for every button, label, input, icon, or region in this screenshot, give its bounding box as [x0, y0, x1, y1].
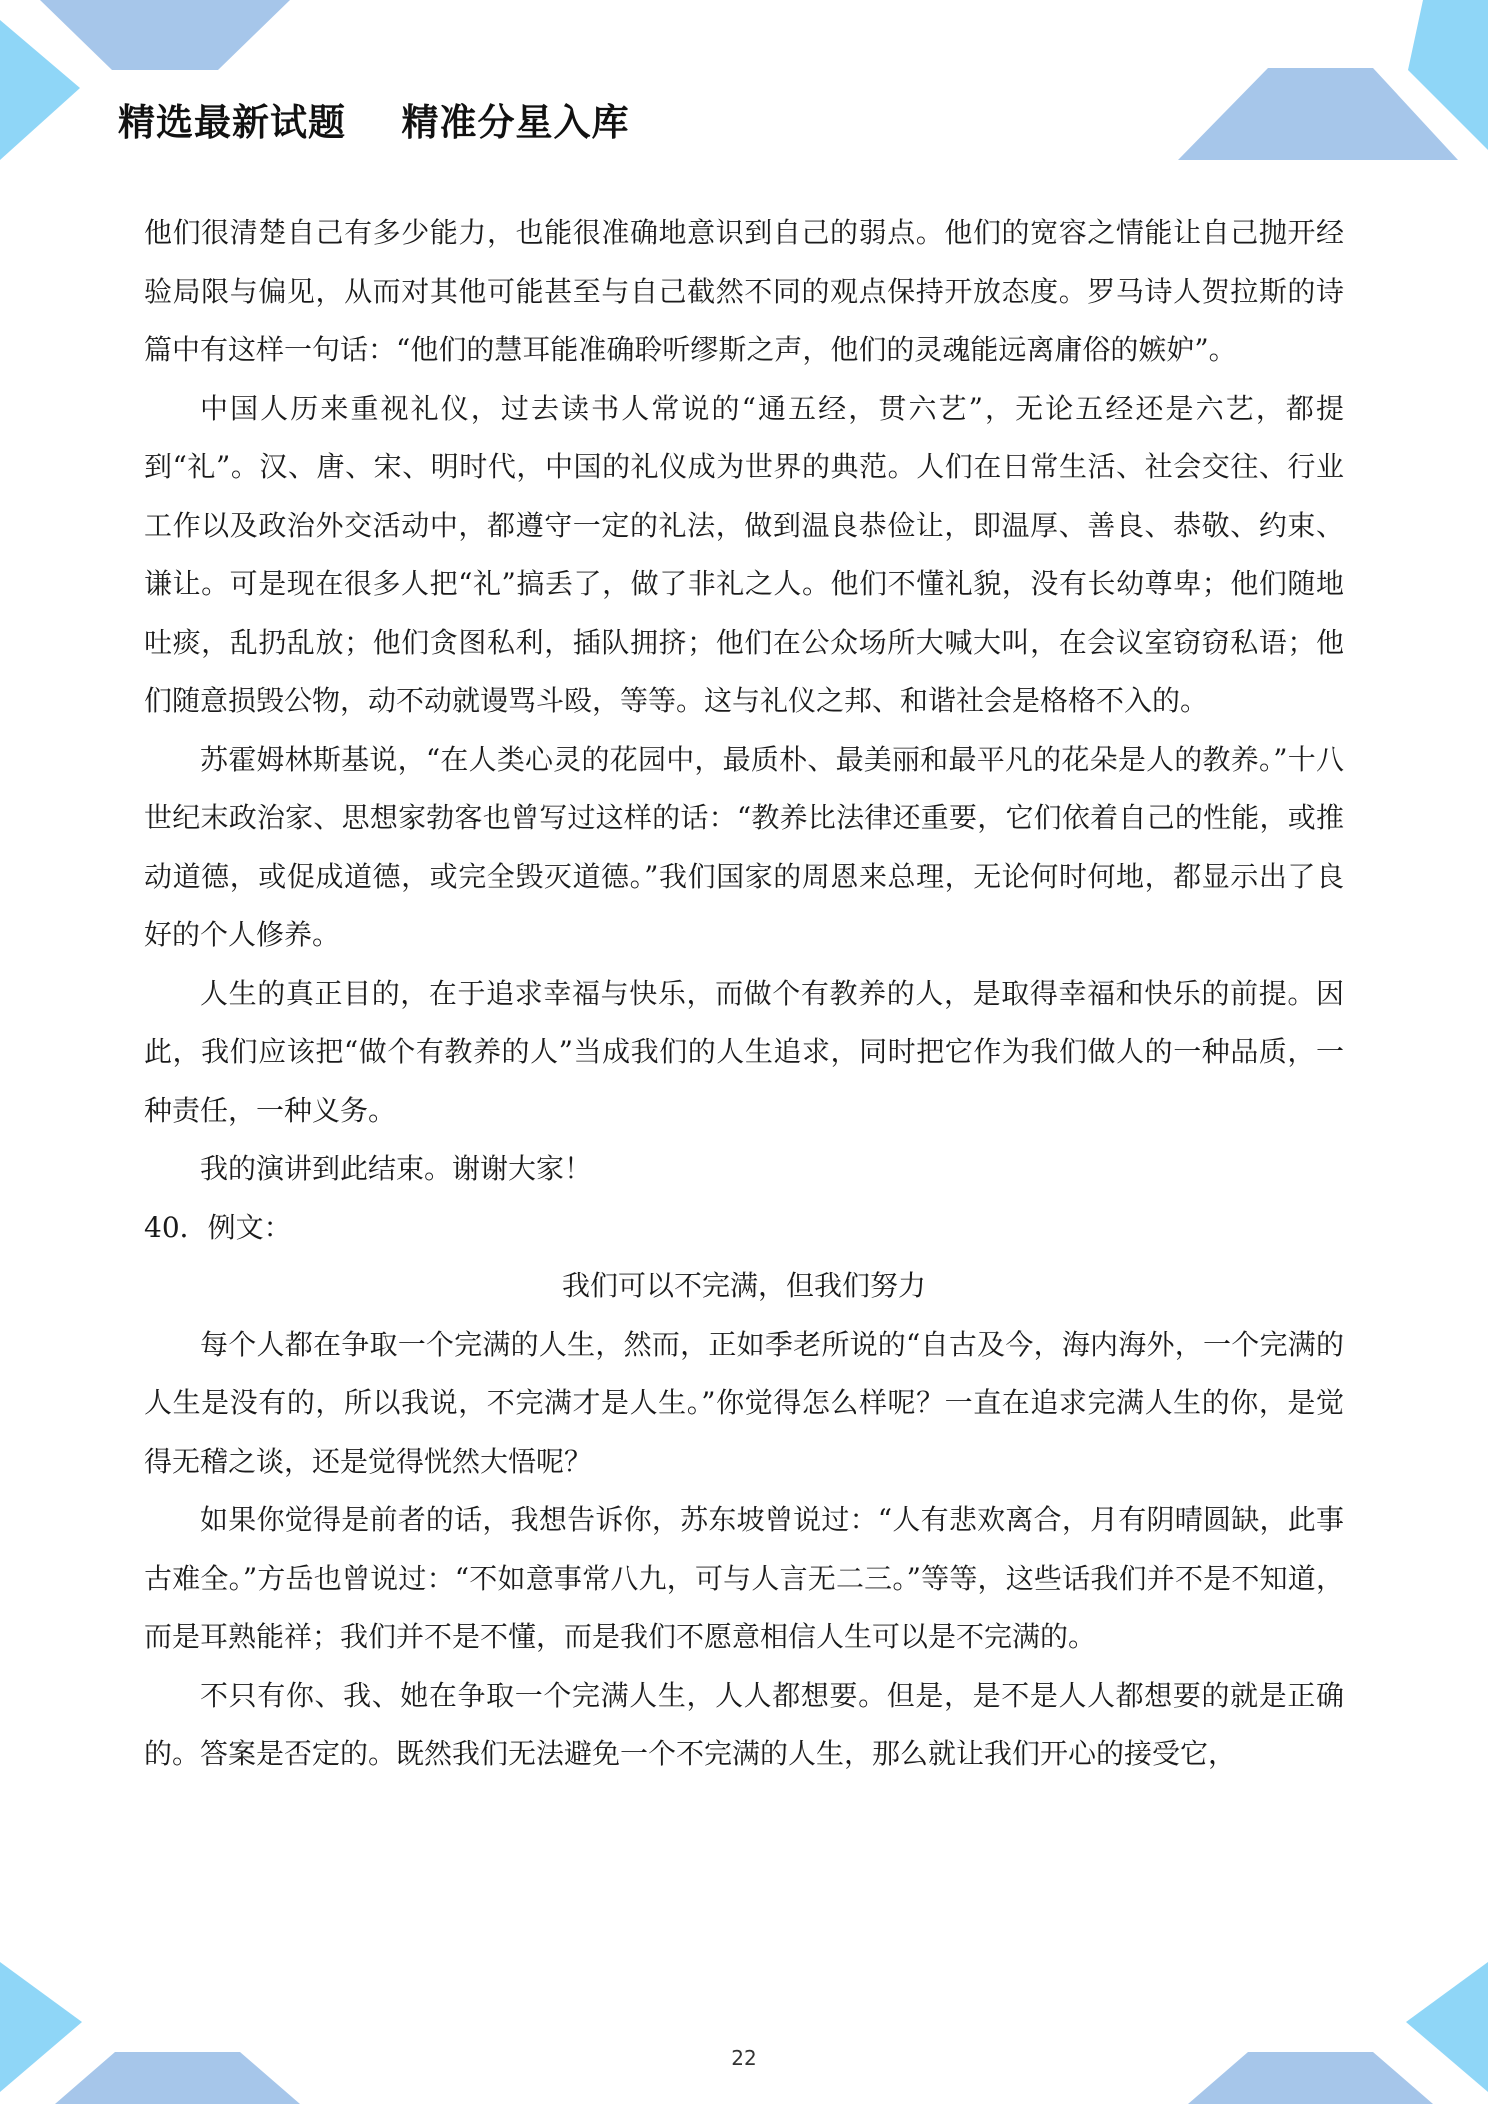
- paragraph: 每个人都在争取一个完满的人生，然而，正如季老所说的“自古及今，海内海外，一个完满的人生是没有的，所以我说，不完满才是人生。”你觉得怎么样呢？一直在追求完满人生的你，是觉得无稽之谈，还是觉得恍然大悟呢？: [144, 1327, 1344, 1478]
- header-title: 精选最新试题 精准分星入库: [118, 101, 630, 144]
- paragraph: 他们很清楚自己有多少能力，也能很准确地意识到自己的弱点。他们的宽容之情能让自己抛开经验局限与偏见，从而对其他可能甚至与自己截然不同的观点保持开放态度。罗马诗人贺拉斯的诗篇中有这样一句话：“他们的慧耳能准确聆听缪斯之声，他们的灵魂能远离庸俗的嫉妒”。: [144, 216, 1344, 366]
- essay-title: 我们可以不完满，但我们努力: [561, 1269, 926, 1302]
- paragraph: 我的演讲到此结束。谢谢大家！: [200, 1152, 593, 1185]
- paragraph: 人生的真正目的，在于追求幸福与快乐，而做个有教养的人，是取得幸福和快乐的前提。因此，我们应该把“做个有教养的人”当成我们的人生追求，同时把它作为我们做人的一种品质，一种责任，一种义务。: [144, 976, 1344, 1127]
- top-right-decoration: [1158, 0, 1488, 170]
- paragraph: 中国人历来重视礼仪，过去读书人常说的“通五经，贯六艺”，无论五经还是六艺，都提到“礼”。汉、唐、宋、明时代，中国的礼仪成为世界的典范。人们在日常生活、社会交往、行业工作以及政治外交活动中，都遵守一定的礼法，做到温良恭俭让，即温厚、善良、恭敬、约束、谦让。可是现在很多人把“礼”搞丢了，做了非礼之人。他们不懂礼貌，没有长幼尊卑；他们随地吐痰，乱扔乱放；他们贪图私利，插队拥挤；他们在公众场所大喊大叫，在会议室窃窃私语；他们随意损毁公物，动不动就谩骂斗殴，等等。这与礼仪之邦、和谐社会是格格不入的。: [144, 391, 1344, 717]
- paragraph: 苏霍姆林斯基说，“在人类心灵的花园中，最质朴、最美丽和最平凡的花朵是人的教养。”十八世纪末政治家、思想家勃客也曾写过这样的话：“教养比法律还重要，它们依着自己的性能，或推动道德，或促成道德，或完全毁灭道德。”我们国家的周恩来总理，无论何时何地，都显示出了良好的个人修养。: [144, 742, 1344, 951]
- question-number: 40．例文：: [144, 1210, 292, 1244]
- paragraph: 如果你觉得是前者的话，我想告诉你，苏东坡曾说过：“人有悲欢离合，月有阴晴圆缺，此事古难全。”方岳也曾说过：“不如意事常八九，可与人言无二三。”等等，这些话我们并不是不知道，而是耳熟能祥；我们并不是不懂，而是我们不愿意相信人生可以是不完满的。: [144, 1503, 1344, 1653]
- bottom-right-decoration: [1168, 1924, 1488, 2104]
- document-body: [144, 204, 1344, 1784]
- bottom-left-decoration: [0, 1924, 320, 2104]
- page-number: 22: [731, 2046, 757, 2070]
- paragraph: 不只有你、我、她在争取一个完满人生，人人都想要。但是，是不是人人都想要的就是正确的。答案是否定的。既然我们无法避免一个不完满的人生，那么就让我们开心的接受它，: [144, 1678, 1344, 1770]
